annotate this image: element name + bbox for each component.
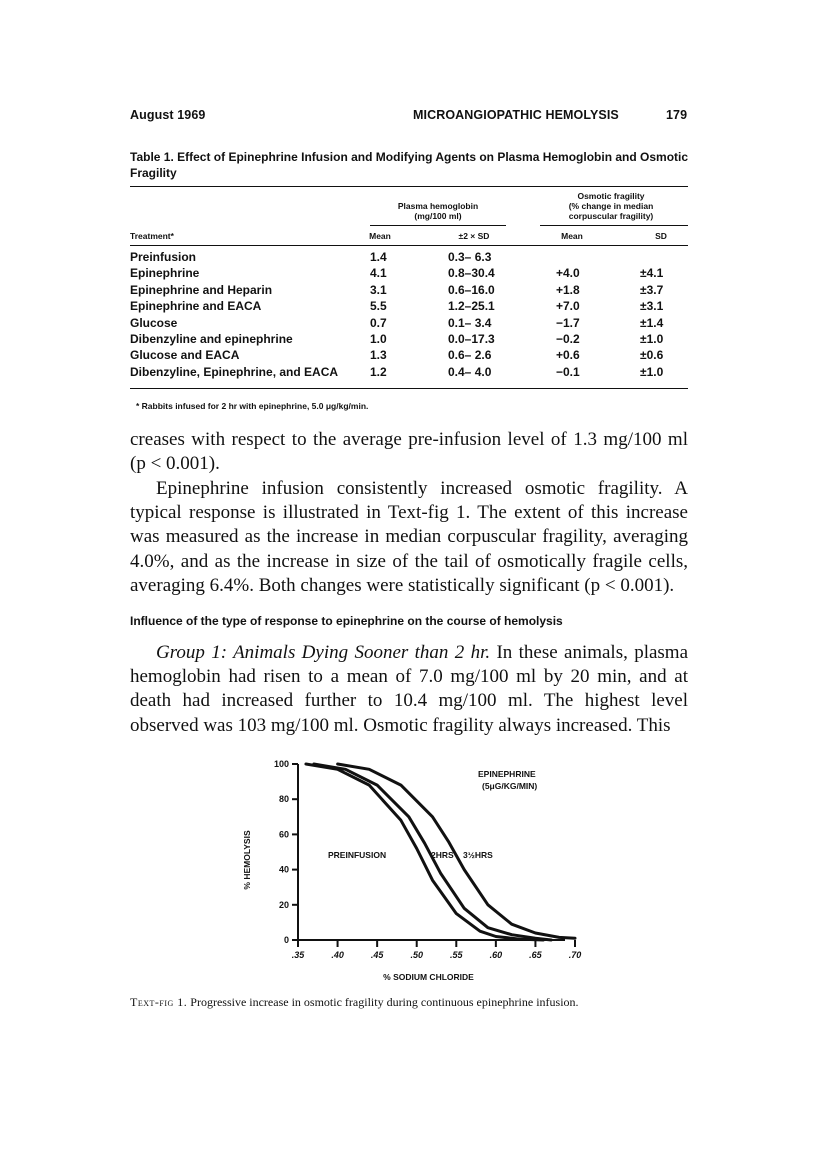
table-header-rule [130,245,688,246]
col-header-mean: Mean [369,231,391,241]
annotation-epinephrine: EPINEPHRINE [478,769,536,779]
y-tick-label: 100 [273,759,289,769]
page-number: 179 [666,108,688,122]
paragraph-continued: creases with respect to the average pre-infusion level of 1.3 mg/100 ml (p < 0.001). [130,429,688,475]
table-row: Glucose and EACA 1.3 0.6– 2.6 +0.6 ±0.6 [130,348,664,363]
annotation-preinfusion: PREINFUSION [328,850,387,860]
x-tick-label: .55 [450,950,463,960]
annotation-2hrs: 2HRS [431,850,454,860]
group-header-osmotic: Osmotic fragility (% change in median corpuscular fragility) [568,191,654,221]
y-tick-label: 20 [278,899,289,910]
table-row: Preinfusion 1.4 0.3– 6.3 [130,250,492,264]
x-axis-label: % SODIUM CHLORIDE [383,972,474,982]
y-tick-label: 60 [278,829,289,840]
group-title: Group 1: Animals Dying Sooner than 2 hr. [156,642,491,663]
x-tick-label: .70 [568,950,582,960]
x-tick-label: .40 [331,950,344,960]
table-row: Dibenzyline, Epinephrine, and EACA 1.2 0.4– 4.0 −0.1 ±1.0 [130,364,664,379]
x-tick-label: .45 [370,950,384,960]
col-header-treatment: Treatment* [130,231,174,241]
y-tick-label: 0 [283,935,289,945]
col-header-osm-mean: Mean [561,231,583,241]
y-axis-label: % HEMOLYSIS [242,830,252,890]
plasma-group-rule [370,225,506,226]
figure-caption [130,995,688,1010]
table-footnote: * Rabbits infused for 2 hr with epinephrine, 5.0 μg/kg/min. [136,401,369,411]
running-header-date: August 1969 [130,108,206,122]
figure-caption-label: Text-fig 1. [130,995,188,1009]
paragraph-fragility: Epinephrine infusion consistently increased osmotic fragility. A typical response is illustrated in Text-fig 1. The extent of this increase was measured as the increase in median corpuscular fragility, averaging 4.0%, and as the increase in size of the tail of osmotically fragile cells, averaging 6.4%. Both changes were statistically significant (p < 0.001). [130,478,688,596]
annotation-dose: (5μG/KG/MIN) [482,781,538,791]
table-bottom-rule [130,388,688,389]
paragraph-group1 [130,641,688,738]
figure-caption-text: Progressive increase in osmotic fragility during continuous epinephrine infusion. [190,995,579,1009]
col-header-osm-sd: SD [655,231,667,241]
table-row: Epinephrine and Heparin 3.1 0.6–16.0 +1.8 ±3.7 [130,282,664,297]
osmotic-group-rule [540,225,688,226]
running-header-title: MICROANGIOPATHIC HEMOLYSIS [413,108,619,122]
table-row: Glucose 0.7 0.1– 3.4 −1.7 ±1.4 [130,315,664,330]
annotation-3half-hrs: 3½HRS [463,850,493,860]
group-header-plasma: Plasma hemoglobin (mg/100 ml) [397,201,479,221]
col-header-sd-range: ±2 × SD [458,231,490,241]
table-top-rule [130,186,688,187]
group1-text: In these animals, plasma hemoglobin had risen to a mean of 7.0 mg/100 ml by 20 min, and at death had increased further to 10.4 mg/100 ml. The highest level observed was 103 mg/100 ml. Osmotic fragility always increased. This [130,642,689,736]
x-tick-label: .60 [489,950,503,960]
y-tick-label: 80 [278,794,289,805]
table-row: Epinephrine 4.1 0.8–30.4 +4.0 ±4.1 [130,266,664,281]
x-tick-label: .35 [291,950,305,960]
table-row: Dibenzyline and epinephrine 1.0 0.0–17.3 −0.2 ±1.0 [130,332,664,346]
table-row: Epinephrine and EACA 5.5 1.2–25.1 +7.0 ±3.1 [130,299,664,314]
x-tick-label: .50 [410,950,423,960]
x-tick-label: .65 [529,950,542,960]
y-tick-label: 40 [278,864,289,875]
section-subheading: Influence of the type of response to epinephrine on the course of hemolysis [130,614,563,628]
table-caption: Table 1. Effect of Epinephrine Infusion and Modifying Agents on Plasma Hemoglobin and Osmotic Fragility [130,150,689,180]
osmotic-fragility-chart [220,752,600,987]
